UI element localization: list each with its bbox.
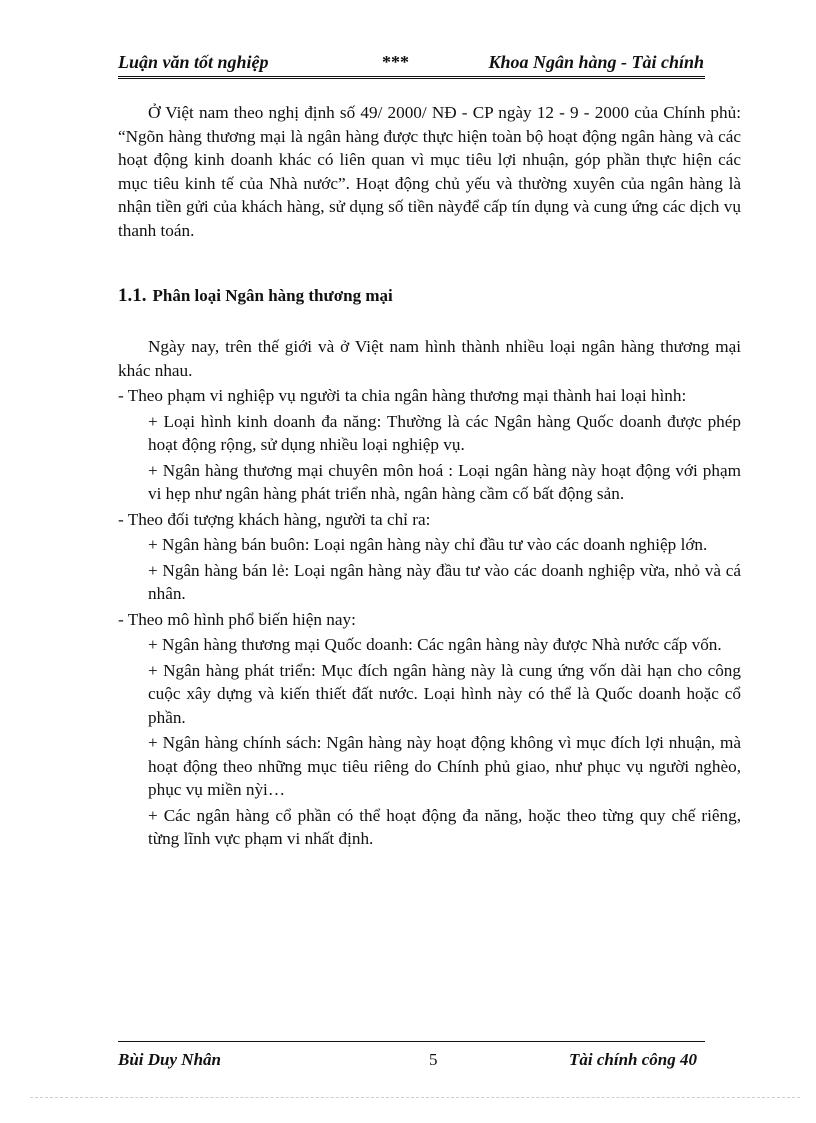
list-item: + Các ngân hàng cổ phần có thể hoạt động đa năng, hoặc theo từng quy chế riêng, từng lĩnh vực phạm vi nhất định.: [148, 805, 741, 848]
footer-rule: [118, 1041, 705, 1042]
section-body: [118, 335, 741, 851]
header-faculty-label: Khoa Ngân hàng - Tài chính: [488, 52, 704, 72]
list-item: + Ngân hàng bán lẻ: Loại ngân hàng này đầu tư vào các doanh nghiệp vừa, nhỏ và cá nhân.: [148, 560, 741, 603]
list-item: + Loại hình kinh doanh đa năng: Thường là các Ngân hàng Quốc doanh được phép hoạt động rộng, sử dụng nhiều loại nghiệp vụ.: [148, 411, 741, 454]
page-break-line: [30, 1097, 800, 1098]
header-thesis-label: Luận văn tốt nghiệp: [118, 52, 269, 72]
page-number: 5: [429, 1050, 438, 1069]
section-title: Phân loại Ngân hàng thương mại: [152, 286, 393, 305]
opening-paragraph: Ngày nay, trên thế giới và ở Việt nam hình thành nhiều loại ngân hàng thương mại khác nhau.: [118, 337, 741, 380]
list-item: + Ngân hàng chính sách: Ngân hàng này hoạt động không vì mục đích lợi nhuận, mà hoạt động theo những mục tiêu riêng do Chính phủ giao, như phục vụ người nghèo, phục vụ miền nỳi…: [148, 733, 741, 799]
section-number: 1.1.: [118, 285, 147, 306]
group-model-lead: - Theo mô hình phổ biến hiện nay:: [118, 609, 356, 629]
list-item: + Ngân hàng phát triển: Mục đích ngân hàng này là cung ứng vốn dài hạn cho công cuộc xây dựng và kiến thiết đất nước. Loại hình này có thể là Quốc doanh hoặc cổ phần.: [148, 660, 741, 727]
header-rule: [118, 76, 705, 79]
page-footer: [118, 1050, 705, 1074]
header-separator: ***: [382, 52, 409, 72]
group-scope-lead: - Theo phạm vi nghiệp vụ người ta chia ngân hàng thương mại thành hai loại hình:: [118, 386, 687, 405]
list-item: + Ngân hàng thương mại chuyên môn hoá : Loại ngân hàng này hoạt động với phạm vi hẹp như ngân hàng phát triển nhà, ngân hàng cầm cố bất động sản.: [148, 460, 741, 503]
intro-paragraph: Ở Việt nam theo nghị định số 49/ 2000/ NĐ - CP ngày 12 - 9 - 2000 của Chính phủ: “Ngõn hàng thương mại là ngân hàng được thực hiện toàn bộ hoạt động ngân hàng và các hoạt động kinh doanh khác có liên quan vì mục tiêu lợi nhuận, góp phần thực hiện các mục tiêu kinh tế của Nhà nước”. Hoạt động chủ yếu và thường xuyên của ngân hàng là nhận tiền gửi của khách hàng, sử dụng số tiền nàyđể cấp tín dụng và cung ứng các dịch vụ thanh toán.: [118, 103, 741, 240]
list-item: + Ngân hàng bán buôn: Loại ngân hàng này chỉ đầu tư vào các doanh nghiệp lớn.: [148, 535, 708, 554]
footer-author: Bùi Duy Nhân: [118, 1050, 221, 1069]
page-header: [118, 52, 742, 78]
list-item: + Ngân hàng thương mại Quốc doanh: Các ngân hàng này được Nhà nước cấp vốn.: [148, 635, 722, 654]
footer-course: Tài chính công 40: [569, 1050, 697, 1069]
section-heading: [118, 285, 393, 307]
group-customer-lead: - Theo đối tượng khách hàng, người ta chỉ ra:: [118, 509, 431, 529]
